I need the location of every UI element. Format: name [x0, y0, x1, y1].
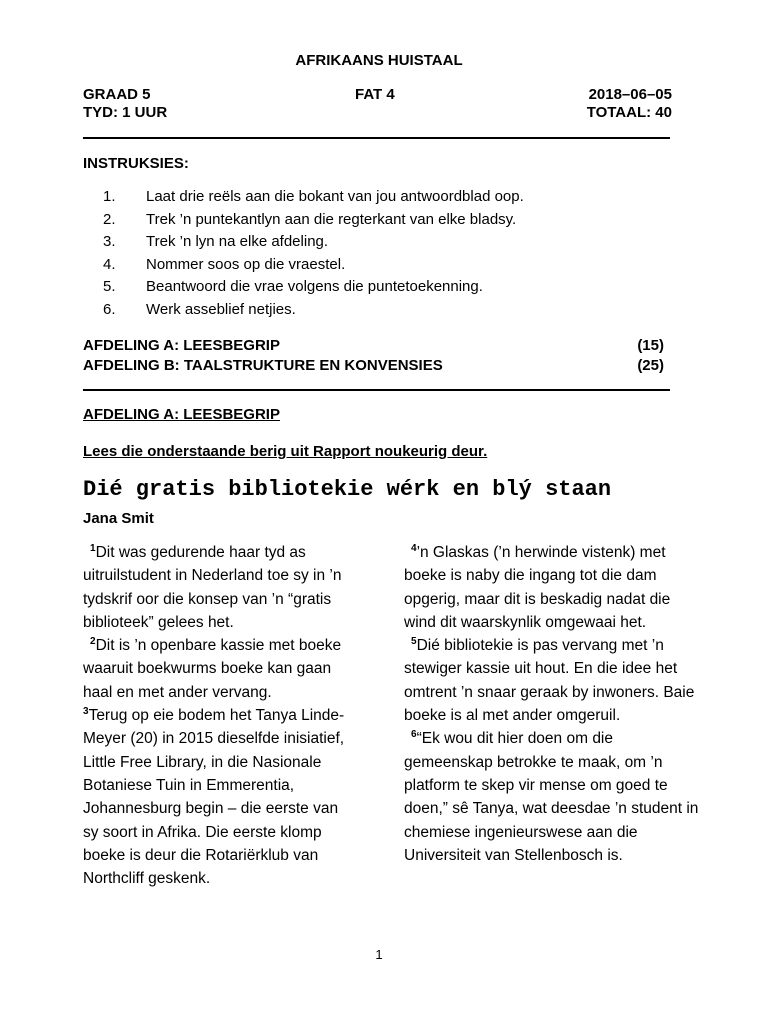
article-paragraph: [404, 634, 704, 727]
section-a-summary: [83, 337, 664, 354]
divider-line: [83, 137, 670, 139]
instruction-item: [103, 231, 663, 254]
section-marks: (15): [637, 337, 664, 354]
paragraph-text: “Ek wou dit hier doen om die gemeenskap betrokke te maak, om ’n platform te skep vir mense om goed te doen,” sê Tanya, wat deesdae ’n student in chemiese ingenieurswese aan die Universiteit van Stellenbosch is.: [404, 730, 699, 864]
instruction-text: Beantwoord die vrae volgens die puntetoekenning.: [146, 278, 483, 296]
page-number: 1: [375, 947, 383, 962]
instruction-item: [103, 209, 663, 232]
article-paragraph: [83, 634, 353, 704]
section-label: AFDELING A: LEESBEGRIP: [83, 337, 280, 354]
instruction-item: [103, 276, 663, 299]
article-column-left: [83, 541, 353, 890]
article-paragraph: [83, 541, 353, 634]
date-label: 2018–06–05: [588, 86, 672, 103]
paragraph-number: 5: [411, 636, 417, 648]
section-marks: (25): [637, 357, 664, 374]
time-label: TYD: 1 UUR: [83, 104, 168, 121]
article-paragraph: [404, 541, 704, 634]
paragraph-number: 1: [90, 543, 96, 554]
instruction-number: 4.: [103, 255, 116, 273]
instruction-text: Werk asseblief netjies.: [146, 300, 296, 318]
article-author: Jana Smit: [83, 510, 154, 527]
divider-line: [83, 389, 670, 391]
instruction-number: 1.: [103, 188, 116, 205]
instruction-item: [103, 254, 663, 277]
reading-instruction: Lees die onderstaande berig uit Rapport noukeurig deur.: [83, 443, 488, 460]
article-column-right: [404, 541, 704, 867]
header-row-2: [83, 104, 672, 121]
instruction-text: Laat drie reëls aan die bokant van jou antwoordblad oop.: [146, 188, 524, 205]
instructions-title: INSTRUKSIES:: [83, 155, 189, 172]
paragraph-number: 2: [90, 636, 96, 648]
assessment-label: FAT 4: [355, 86, 395, 103]
paragraph-text: ’n Glaskas (’n herwinde vistenk) met boeke is naby die ingang tot die dam opgerig, maar dit is beskadig nadat die wind dit waarskynlik omgewaai het.: [404, 544, 671, 631]
section-label: AFDELING B: TAALSTRUKTURE EN KONVENSIES: [83, 357, 443, 374]
section-a-heading: AFDELING A: LEESBEGRIP: [83, 406, 280, 423]
instruction-text: Trek ’n lyn na elke afdeling.: [146, 233, 329, 251]
paragraph-number: 4: [411, 543, 417, 554]
paragraph-text: Terug op eie bodem het Tanya Linde-Meyer (20) in 2015 dieselfde inisiatief, Little Free Library, in die Nasionale Botaniese Tuin in Emmerentia, Johannesburg begin – die eerste van sy soort in Afrika. Die eerste klomp boeke is deur die Rotariërklub van Northcliff geskenk.: [83, 707, 345, 888]
grade-label: GRAAD 5: [83, 86, 151, 103]
paragraph-text: Dit was gedurende haar tyd as uitruilstudent in Nederland toe sy in ’n tydskrif oor die konsep van ’n “gratis biblioteek” gelees het.: [83, 544, 342, 631]
instruction-text: Trek ’n puntekantlyn aan die regterkant van elke bladsy.: [146, 210, 517, 228]
paragraph-text: Dit is ’n openbare kassie met boeke waaruit boekwurms boeke kan gaan haal en met ander vervang.: [83, 637, 342, 701]
instruction-number: 5.: [103, 278, 116, 296]
article-paragraph: [83, 704, 353, 890]
paragraph-number: 3: [83, 706, 89, 718]
article-title: Dié gratis bibliotekie wérk en blý staan: [83, 477, 612, 502]
article-paragraph: [404, 727, 704, 867]
total-label: TOTAAL: 40: [586, 104, 672, 121]
instruction-item: [103, 186, 663, 209]
instruction-number: 2.: [103, 210, 116, 228]
subject-title: AFRIKAANS HUISTAAL: [295, 52, 463, 69]
section-b-summary: [83, 357, 664, 374]
instruction-text: Nommer soos op die vraestel.: [146, 255, 346, 273]
paragraph-text: Dié bibliotekie is pas vervang met ’n stewiger kassie uit hout. En die idee het omtrent ’n snaar geraak by inwoners. Baie boeke is al met ander omgeruil.: [404, 637, 695, 725]
instruction-number: 3.: [103, 233, 116, 251]
instruction-item: [103, 299, 663, 322]
paragraph-number: 6: [411, 729, 417, 741]
header-row-1: [83, 86, 672, 103]
instructions-list: [103, 186, 663, 322]
instruction-number: 6.: [103, 300, 116, 318]
